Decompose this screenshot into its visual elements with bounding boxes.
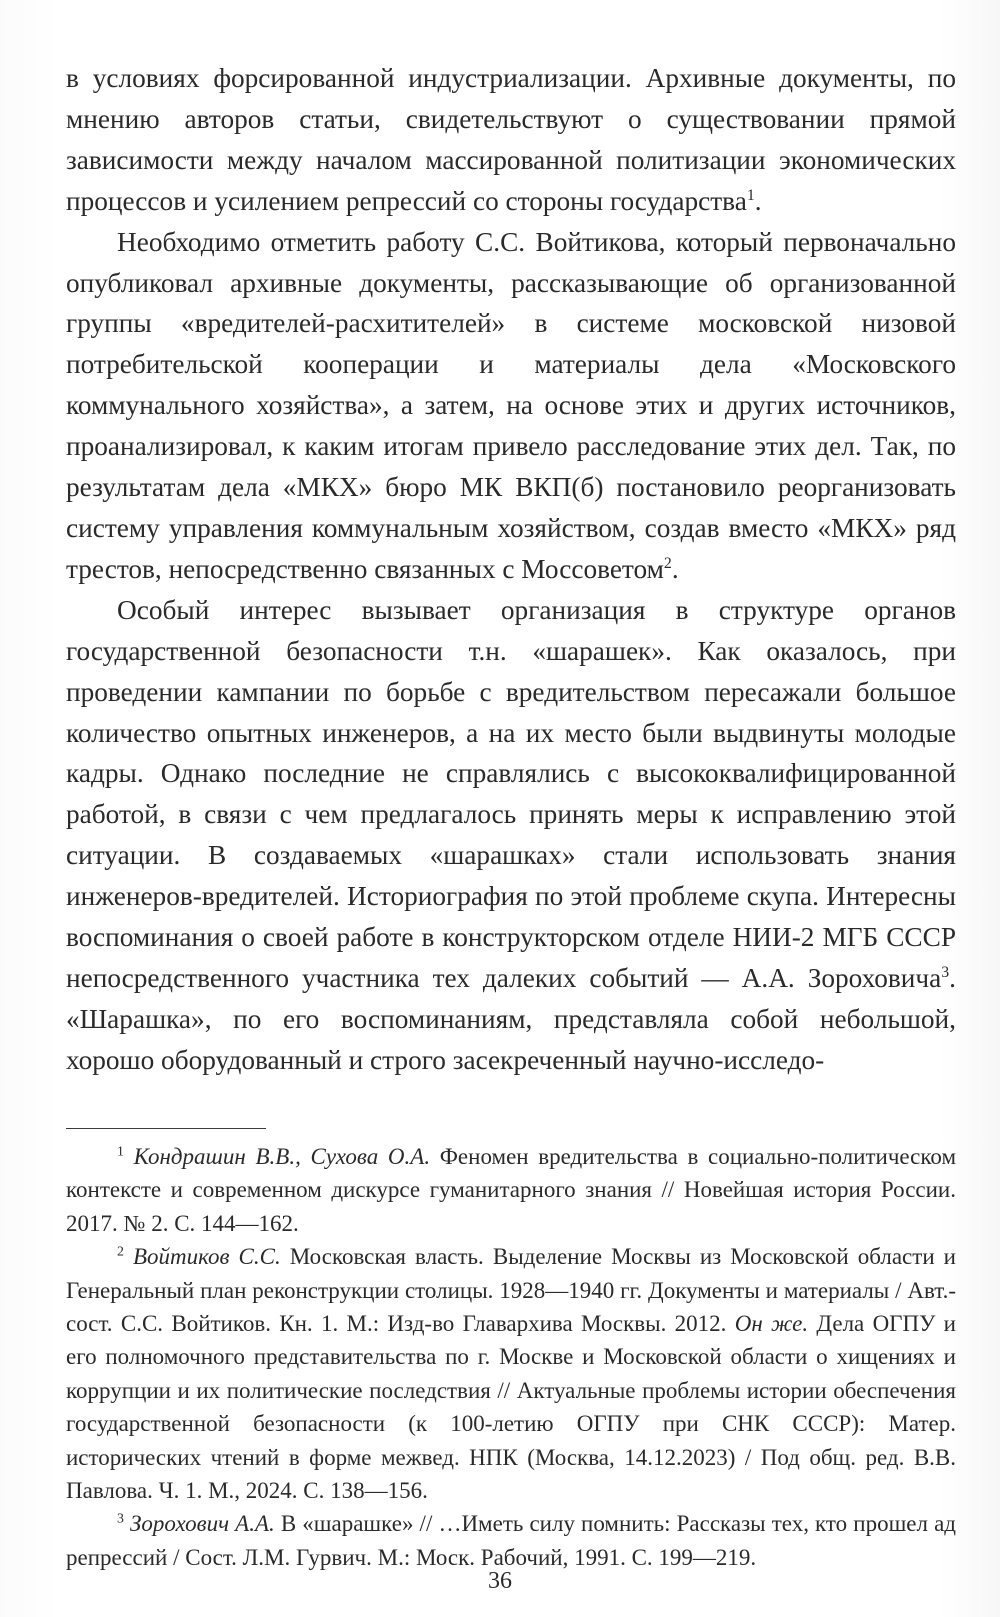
paragraph-1-end: . — [754, 185, 762, 216]
footnote-1 — [66, 1140, 956, 1240]
footnote-1-text: Феномен вредительства в социально-политическом контексте и современном дискурсе гуманитарного знания // Новейшая история России. 2017. № 2. С. 144—162. — [66, 1144, 957, 1236]
main-text — [66, 58, 956, 1081]
footnote-ref-2: 2 — [663, 554, 672, 572]
footnote-ref-3: 3 — [941, 963, 950, 981]
paragraph-1 — [66, 58, 956, 222]
footnote-3-author: Зорохович А.А. — [130, 1511, 275, 1537]
footnote-ref-1: 1 — [746, 186, 755, 204]
footnote-separator — [66, 1128, 266, 1129]
paragraph-1-text: в условиях форсированной индустриализации. Архивные документы, по мнению авторов статьи, свидетельствуют о существовании прямой зависимости между началом массированной политизации экономических процессов и усилением репрессий со стороны государства — [66, 63, 956, 216]
footnote-2-author: Войтиков С.С. — [132, 1244, 281, 1270]
footnote-number-1: 1 — [117, 1143, 124, 1159]
footnote-2-text: Московская власть. Выделение Москвы из Московской области и Генеральный план реконструкции столицы. 1928—1940 гг. Документы и материалы / Авт.-сост. С.С. Войтиков. Кн. 1. М.: Изд-во Главархива Москвы. 2012. — [66, 1244, 956, 1337]
paragraph-3-text-after: . «Шарашка», по его воспоминаниям, представляла собой небольшой, хорошо оборудованный и строго засекреченный научно-исследо- — [66, 962, 956, 1075]
paragraph-2-text: Необходимо отметить работу С.С. Войтикова, который первоначально опубликовал архивные документы, рассказывающие об организованной группы «вредителей-расхитителей» в системе московской низовой потребительской кооперации и материалы дела «Московского коммунального хозяйства», а затем, на основе этих и других источников, проанализировал, к каким итогам привело расследование этих дел. Так, по результатам дела «МКХ» бюро МК ВКП(б) постановило реорганизовать систему управления коммунальным хозяйством, создав вместо «МКХ» ряд трестов, непосредственно связанных с Моссоветом — [66, 226, 956, 584]
page-number: 36 — [488, 1568, 512, 1594]
footnote-3 — [66, 1507, 956, 1574]
paragraph-3-text: Особый интерес вызывает организация в структуре органов государственной безопасности т.н. «шарашек». Как оказалось, при проведении кампании по борьбе с вредительством пересажали большое количество опытных инженеров, а на их место были выдвинуты молодые кадры. Однако последние не справлялись с высококвалифицированной работой, в связи с чем предлагалось принять меры к исправлению этой ситуации. В создаваемых «шарашках» стали использовать знания инженеров-вредителей. Историография по этой проблеме скупа. Интересны воспоминания о своей работе в конструкторском отделе НИИ-2 МГБ СССР непосредственного участника тех далеких событий — А.А. Зороховича — [66, 594, 956, 993]
footnote-2-author-2: Он же. — [734, 1311, 809, 1337]
footnotes — [66, 1140, 956, 1574]
paragraph-2-end: . — [671, 553, 679, 584]
footnote-number-2: 2 — [117, 1243, 124, 1259]
footnote-2 — [66, 1240, 956, 1507]
footnote-1-author: Кондрашин В.В., Сухова О.А. — [133, 1144, 431, 1169]
footnote-2-text-2: Дела ОГПУ и его полномочного представительства по г. Москве и Московской области о хищениях и коррупции и их политические последствия // Актуальные проблемы истории обеспечения государственной безопасности (к 100-летию ОГПУ при СНК СССР): Матер. исторических чтений в форме межвед. НПК (Москва, 14.12.2023) / Под общ. ред. В.В. Павлова. Ч. 1. М., 2024. С. 138—156. — [66, 1311, 956, 1504]
footnote-number-3: 3 — [117, 1510, 124, 1526]
footnote-3-text: В «шарашке» // …Иметь силу помнить: Рассказы тех, кто прошел ад репрессий / Сост. Л.М. Гурвич. М.: Моск. Рабочий, 1991. С. 199—219. — [66, 1511, 956, 1570]
paragraph-3 — [66, 590, 956, 1081]
paragraph-2 — [66, 222, 956, 590]
